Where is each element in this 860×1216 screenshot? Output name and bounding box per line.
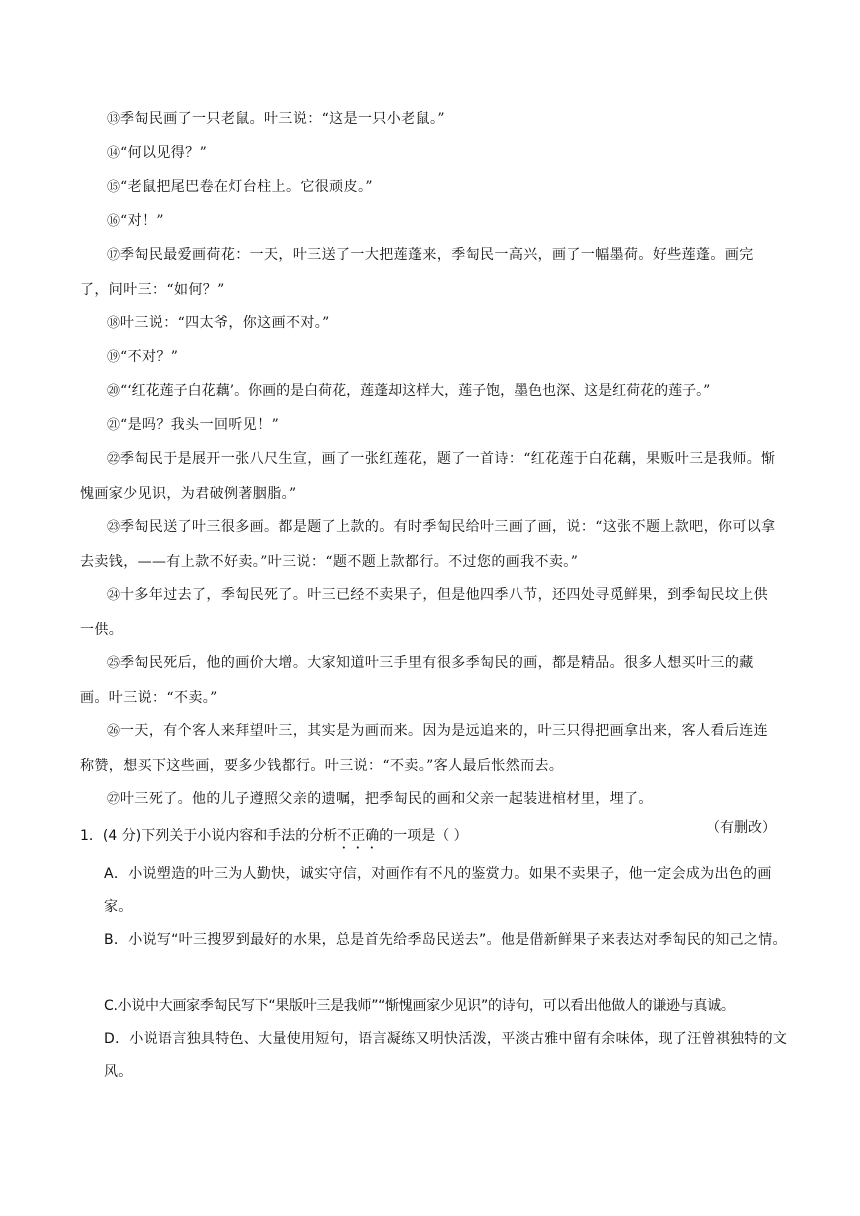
paragraph-17	[80, 238, 780, 307]
paragraph-number: ⑭	[107, 146, 121, 161]
paragraph-number: ⑯	[107, 214, 121, 229]
paragraph-text: “‘红花莲子白花藕’。你画的是白荷花，莲蓬却这样大，莲子饱，墨色也深、这是红荷花的莲子。”	[120, 383, 711, 399]
option-c[interactable]	[104, 990, 794, 1023]
paragraph-text: “对！”	[120, 213, 164, 229]
paragraph-23	[80, 510, 780, 579]
paragraph-number: ㉒	[107, 452, 121, 467]
question-score: (4 分)	[102, 828, 142, 844]
option-text: 小说语言独具特色、大量使用短句，语言凝练又明快活泼，平淡古雅中留有余味体，现了汪曾祺独特的文风。	[104, 1031, 788, 1080]
paragraph-text: “是吗？我头一回听见！”	[120, 417, 280, 433]
paragraph-number: ⑱	[107, 316, 121, 331]
option-d[interactable]	[104, 1023, 794, 1089]
paragraph-26	[80, 714, 780, 783]
paragraph-text: 叶三死了。他的儿子遵照父亲的遗嘱，把季匋民的画和父亲一起装进棺材里，埋了。	[120, 791, 653, 807]
paragraph-text: 季匋民于是展开一张八尺生宣，画了一张红莲花，题了一首诗：“红花莲于白花藕，果贩叶三是我师。惭愧画家少见识，为君破例著胭脂。”	[80, 451, 776, 502]
paragraph-text: “不对？”	[120, 349, 179, 365]
paragraph-number: ⑰	[107, 248, 121, 263]
paragraph-16	[80, 204, 780, 239]
paragraph-number: ⑬	[107, 112, 121, 127]
emphasis-text: 不正确	[337, 828, 380, 844]
paragraph-15	[80, 170, 780, 205]
paragraph-number: ⑳	[107, 384, 121, 399]
option-text: 小说写“叶三搜罗到最好的水果，总是首先给季岛民送去”。他是借新鲜果子来表达对季匋民的知己之情。	[128, 932, 787, 948]
paragraph-21	[80, 408, 780, 443]
paragraph-19	[80, 340, 780, 375]
paragraph-18	[80, 306, 780, 341]
paragraph-text: “老鼠把尾巴卷在灯台柱上。它很顽皮。”	[120, 179, 373, 195]
question-stem-text: 下列关于小说内容和手法的分析	[141, 828, 338, 844]
option-b[interactable]	[104, 924, 794, 957]
paragraph-13	[80, 102, 780, 137]
source-credit: （有删改）	[706, 820, 776, 836]
option-label: A．	[104, 866, 129, 882]
paragraph-text: 季匋民送了叶三很多画。都是题了上款的。有时季匋民给叶三画了画，说：“这张不题上款吧，你可以拿去卖钱，——有上款不好卖。”叶三说：“题不题上款都行。不过您的画我不卖。”	[80, 519, 776, 570]
paragraph-number: ㉔	[107, 588, 121, 603]
paragraph-27	[80, 782, 780, 817]
paragraph-20	[80, 374, 780, 409]
paragraph-number: ㉖	[107, 724, 121, 739]
question-stem-tail: 的一项是（ ）	[379, 828, 468, 844]
option-a[interactable]	[104, 858, 794, 924]
paragraph-text: 一天，有个客人来拜望叶三，其实是为画而来。因为是远追来的，叶三只得把画拿出来，客人看后连连称赞，想买下这些画，要多少钱都行。叶三说：“不卖。”客人最后怅然而去。	[80, 723, 769, 774]
paragraph-text: 季匋民最爱画荷花：一天，叶三送了一大把莲蓬来，季匋民一高兴，画了一幅墨荷。好些莲蓬。画完了，问叶三：“如何？”	[80, 247, 754, 298]
paragraph-number: ㉗	[107, 792, 121, 807]
paragraph-text: 十多年过去了，季匋民死了。叶三已经不卖果子，但是他四季八节，还四处寻觅鲜果，到季匋民坟上供一供。	[80, 587, 769, 638]
paragraph-text: 季匋民画了一只老鼠。叶三说：“这是一只小老鼠。”	[120, 111, 445, 127]
paragraph-number: ⑮	[107, 180, 121, 195]
paragraph-number: ㉑	[107, 418, 121, 433]
paragraph-text: 叶三说：“四太爷，你这画不对。”	[120, 315, 330, 331]
question-stem	[80, 824, 790, 852]
option-label: B．	[104, 932, 129, 948]
paragraph-25	[80, 646, 780, 715]
paragraph-24	[80, 578, 780, 647]
option-label: D．	[104, 1031, 130, 1047]
option-label: C.	[104, 998, 118, 1014]
paragraph-text: “何以见得？”	[120, 145, 208, 161]
paragraph-number: ㉓	[107, 520, 121, 535]
question-number: 1．	[80, 828, 103, 844]
paragraph-14	[80, 136, 780, 171]
option-text: 小说中大画家季匋民写下“果版叶三是我师”“惭愧画家少见识”的诗句，可以看出他做人的谦逊与真诚。	[117, 998, 735, 1014]
paragraph-number: ⑲	[107, 350, 121, 365]
paragraph-number: ㉕	[107, 656, 121, 671]
paragraph-text: 季匋民死后，他的画价大增。大家知道叶三手里有很多季匋民的画，都是精品。很多人想买叶三的藏画。叶三说：“不卖。”	[80, 655, 754, 706]
paragraph-22	[80, 442, 780, 511]
option-text: 小说塑造的叶三为人勤快，诚实守信，对画作有不凡的鉴赏力。如果不卖果子，他一定会成为出色的画家。	[104, 866, 772, 915]
